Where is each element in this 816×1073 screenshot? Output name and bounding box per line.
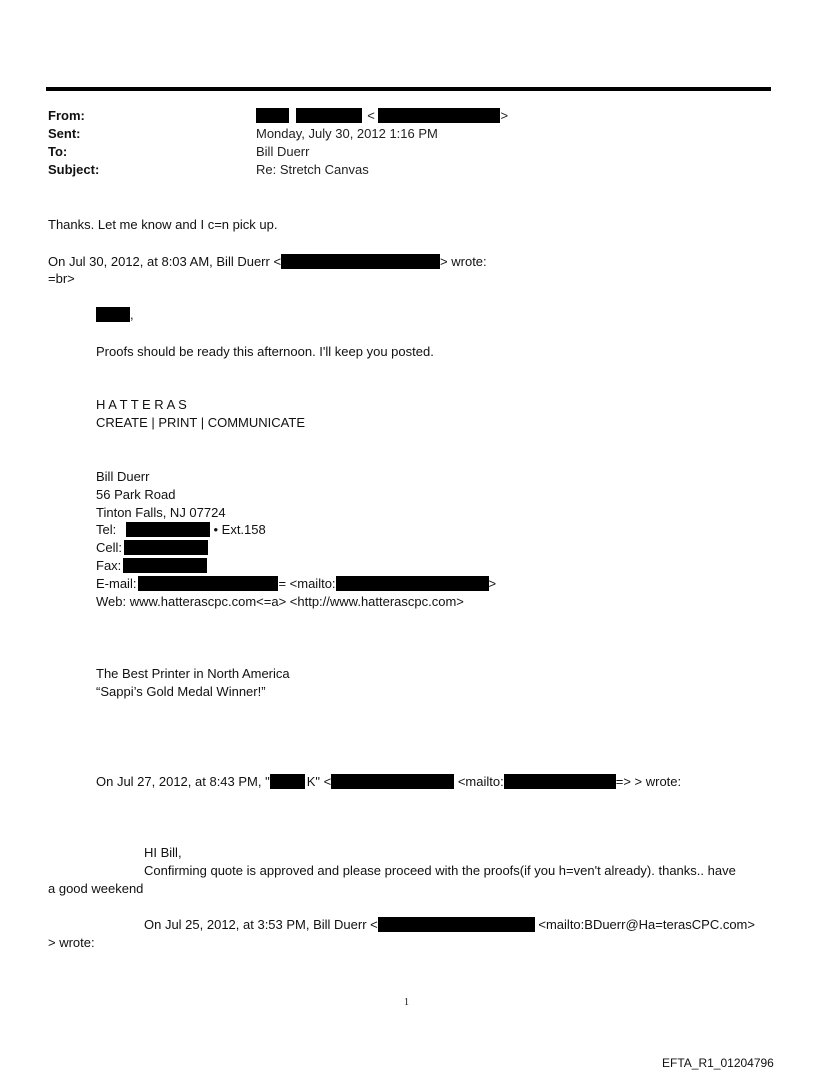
redaction-box (256, 108, 289, 123)
email-close: > (488, 576, 497, 591)
redaction-box (270, 774, 305, 789)
from-close-bracket: > (500, 108, 509, 123)
document-id: EFTA_R1_01204796 (662, 1056, 774, 1070)
fax-label: Fax: (96, 558, 122, 573)
quote3-prefix: On Jul 25, 2012, at 3:53 PM, Bill Duerr < (144, 917, 378, 932)
cell-label: Cell: (96, 540, 123, 555)
quote3-mailto: <mailto:BDuerr@Ha=terasCPC.com> (538, 917, 755, 932)
greeting-comma: , (130, 307, 134, 322)
redaction-box (281, 254, 440, 269)
signature-web: Web: www.hatterascpc.com<=a> <http://www.hatterascpc.com> (96, 594, 464, 609)
quote2-line (96, 774, 681, 790)
page-number: 1 (404, 997, 409, 1008)
email-mailto: = <mailto: (278, 576, 336, 591)
redaction-box (504, 774, 616, 789)
signature-email (96, 576, 496, 592)
from-value (256, 108, 508, 123)
quote3-line (144, 917, 755, 933)
email-label: E-mail: (96, 576, 137, 591)
slogan-line-2: “Sappi’s Gold Medal Winner!” (96, 684, 266, 699)
signature-tel (96, 522, 266, 538)
signature-address-1: 56 Park Road (96, 487, 176, 502)
redaction-box (126, 522, 210, 537)
quote2-mailto: <mailto: (457, 774, 504, 789)
quote1-br: =br> (48, 271, 75, 286)
confirm-line: Confirming quote is approved and please proceed with the proofs(if you h=ven't already). thanks.. have (144, 863, 736, 878)
redaction-box (378, 917, 535, 932)
tel-ext: • Ext.158 (213, 522, 266, 537)
signature-fax (96, 558, 207, 574)
quote1-line (48, 254, 487, 270)
redaction-box (296, 108, 362, 123)
subject-label: Subject: (48, 162, 100, 177)
quote2-suffix: => > wrote: (615, 774, 682, 789)
redaction-box (378, 108, 500, 123)
quote3-wrote: > wrote: (48, 935, 95, 950)
greeting-line (96, 307, 134, 323)
tel-label: Tel: (96, 522, 117, 537)
redaction-box (96, 307, 130, 322)
redaction-box (331, 774, 454, 789)
to-value: Bill Duerr (256, 144, 310, 159)
quote1-prefix: On Jul 30, 2012, at 8:03 AM, Bill Duerr < (48, 254, 282, 269)
quote2-prefix: On Jul 27, 2012, at 8:43 PM, " (96, 774, 270, 789)
proofs-text: Proofs should be ready this afternoon. I'll keep you posted. (96, 344, 434, 359)
header-rule (46, 87, 771, 91)
company-name: H A T T E R A S (96, 397, 187, 412)
redaction-box (138, 576, 278, 591)
quote2-k: K" < (306, 774, 332, 789)
hi-line: HI Bill, (144, 845, 182, 860)
sent-value: Monday, July 30, 2012 1:16 PM (256, 126, 438, 141)
company-tagline: CREATE | PRINT | COMMUNICATE (96, 415, 305, 430)
from-label: From: (48, 108, 85, 123)
signature-address-2: Tinton Falls, NJ 07724 (96, 505, 226, 520)
to-label: To: (48, 144, 68, 159)
signature-name: Bill Duerr (96, 469, 150, 484)
subject-value: Re: Stretch Canvas (256, 162, 369, 177)
from-open-bracket: < (367, 108, 375, 123)
signature-cell (96, 540, 208, 556)
quote1-suffix: > wrote: (440, 254, 487, 269)
redaction-box (124, 540, 208, 555)
weekend-line: a good weekend (48, 881, 144, 896)
reply-text: Thanks. Let me know and I c=n pick up. (48, 217, 278, 232)
sent-label: Sent: (48, 126, 81, 141)
slogan-line-1: The Best Printer in North America (96, 666, 290, 681)
redaction-box (336, 576, 489, 591)
redaction-box (123, 558, 207, 573)
